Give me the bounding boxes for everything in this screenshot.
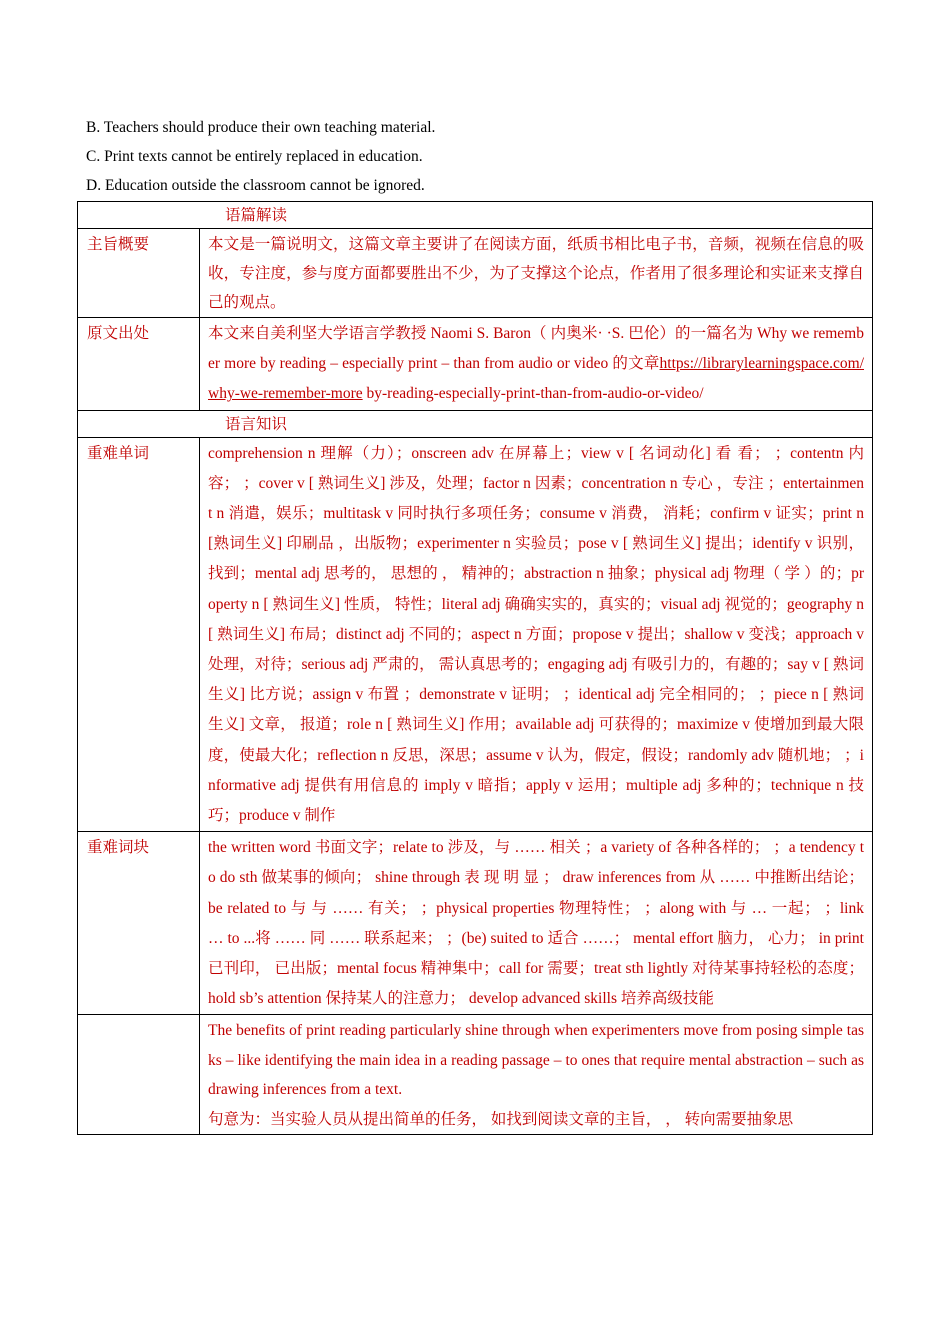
content-cell	[200, 832, 873, 1015]
label-source: 原文出处	[87, 325, 150, 342]
option-d: D. Education outside the classroom cannot be ignored.	[86, 177, 425, 194]
content-cell	[200, 1015, 873, 1135]
label-cell	[78, 318, 200, 411]
label-vocabulary: 重难单词	[87, 444, 150, 462]
label-main-idea: 主旨概要	[87, 236, 150, 253]
content-cell	[200, 318, 873, 411]
section-title-cell	[78, 410, 873, 437]
sentence-chinese: 句意为：当实验人员从提出简单的任务， 如找到阅读文章的主旨， ， 转向需要抽象思	[208, 1110, 794, 1128]
sentence-english: The benefits of print reading particularly shine through when experimenters move from posing simple tasks – like identifying the main idea in a reading passage – to ones that require mental abstraction – such as drawing inferences from a text.	[208, 1022, 864, 1099]
label-cell	[78, 229, 200, 318]
option-c: C. Print texts cannot be entirely replaced in education.	[86, 148, 423, 165]
table-row-main-idea	[78, 229, 873, 318]
content-cell	[200, 437, 873, 832]
source-link[interactable]: https://librarylearningspace.com/why-we-remember-more	[208, 355, 864, 403]
table-row-vocabulary	[78, 437, 873, 832]
label-cell	[78, 832, 200, 1015]
section-row-passage-reading	[78, 202, 873, 229]
answer-options	[86, 113, 876, 200]
section-row-language-knowledge	[78, 410, 873, 437]
main-idea-text: 本文是一篇说明文，这篇文章主要讲了在阅读方面，纸质书相比电子书，音频，视频在信息的吸收，专注度，参与度方面都要胜出不少，为了支撑这个论点，作者用了很多理论和实证来支撑自己的观点。	[208, 236, 864, 311]
table-row-phrases	[78, 832, 873, 1015]
label-phrases: 重难词块	[87, 839, 150, 857]
option-b: B. Teachers should produce their own teaching material.	[86, 119, 436, 136]
source-link-rest: by-reading-especially-print-than-from-audio-or-video/	[362, 385, 704, 403]
label-cell	[78, 437, 200, 832]
table-row-sentence	[78, 1015, 873, 1135]
section-title-passage-reading: 语篇解读	[225, 207, 288, 224]
source-content	[200, 318, 872, 410]
passage-analysis-table	[77, 201, 873, 1135]
section-title-language-knowledge: 语言知识	[225, 415, 288, 433]
section-title-cell	[78, 202, 873, 229]
sentence-content	[200, 1015, 872, 1134]
vocabulary-text: comprehension n 理解（力）；onscreen adv 在屏幕上；view v [ 名词动化] 看 看； ；contentn 内容； ；cover v [ 熟词生义] 涉及，处理；factor n 因素；concentration n 专心 ，专注 ；entertainment n 消遣，娱乐；multitask v 同时执行多项任务；consume v 消费， 消耗；confirm v 证实；print n [熟词生义] 印刷品 ，出版物；experimenter n 实验员；pose v [ 熟词生义] 提出；identify v 识别，找到；mental adj 思考的， 思想的 ， 精神的；abstraction n 抽象；physical adj 物理（ 学 ）的；property n [ 熟词生义] 性质， 特性；literal adj 确确实实的，真实的；visual adj 视觉的；geography n [ 熟词生义] 布局；distinct adj 不同的；aspect n 方面；propose v 提出；shallow v 变浅；approach v 处理，对待；serious adj 严肃的， 需认真思考的；engaging adj 有吸引力的，有趣的；say v [ 熟词生义] 比方说；assign v 布置 ；demonstrate v 证明； ；identical adj 完全相同的； ；piece n [ 熟词生义] 文章， 报道；role n [ 熟词生义] 作用；available adj 可获得的；maximize v 使增加到最大限度，使最大化；reflection n 反思，深思；assume v 认为，假定，假设；randomly adv 随机地； ；informative adj 提供有用信息的 imply v 暗指；apply v 运用；multiple adj 多种的；technique n 技巧；produce v 制作	[208, 444, 864, 825]
table-row-source	[78, 318, 873, 411]
phrases-text: the written word 书面文字；relate to 涉及，与 …… 相关 ；a variety of 各种各样的； ；a tendency to do sth 做某事的倾向； shine through 表 现 明 显 ； draw inferences from 从 …… 中推断出结论；be related to 与 与 …… 有关； ；physical properties 物理特性； ；along with 与 … 一起； ；link … to ...将 …… 同 …… 联系起来； ；(be) suited to 适合 ……； mental effort 脑力， 心力； in print 已刊印， 已出版；mental focus 精神集中；call for 需要；treat sth lightly 对待某事持轻松的态度； hold sb’s attention 保持某人的注意力； develop advanced skills 培养高级技能	[208, 839, 864, 1008]
content-cell	[200, 229, 873, 318]
label-cell-empty	[78, 1015, 200, 1135]
source-text: 本文来自美利坚大学语言学教授 Naomi S. Baron（ 内奥米· ·S. 巴伦）的一篇名为 Why we remember more by reading – especially print – than from audio or video 的文章	[208, 325, 864, 373]
